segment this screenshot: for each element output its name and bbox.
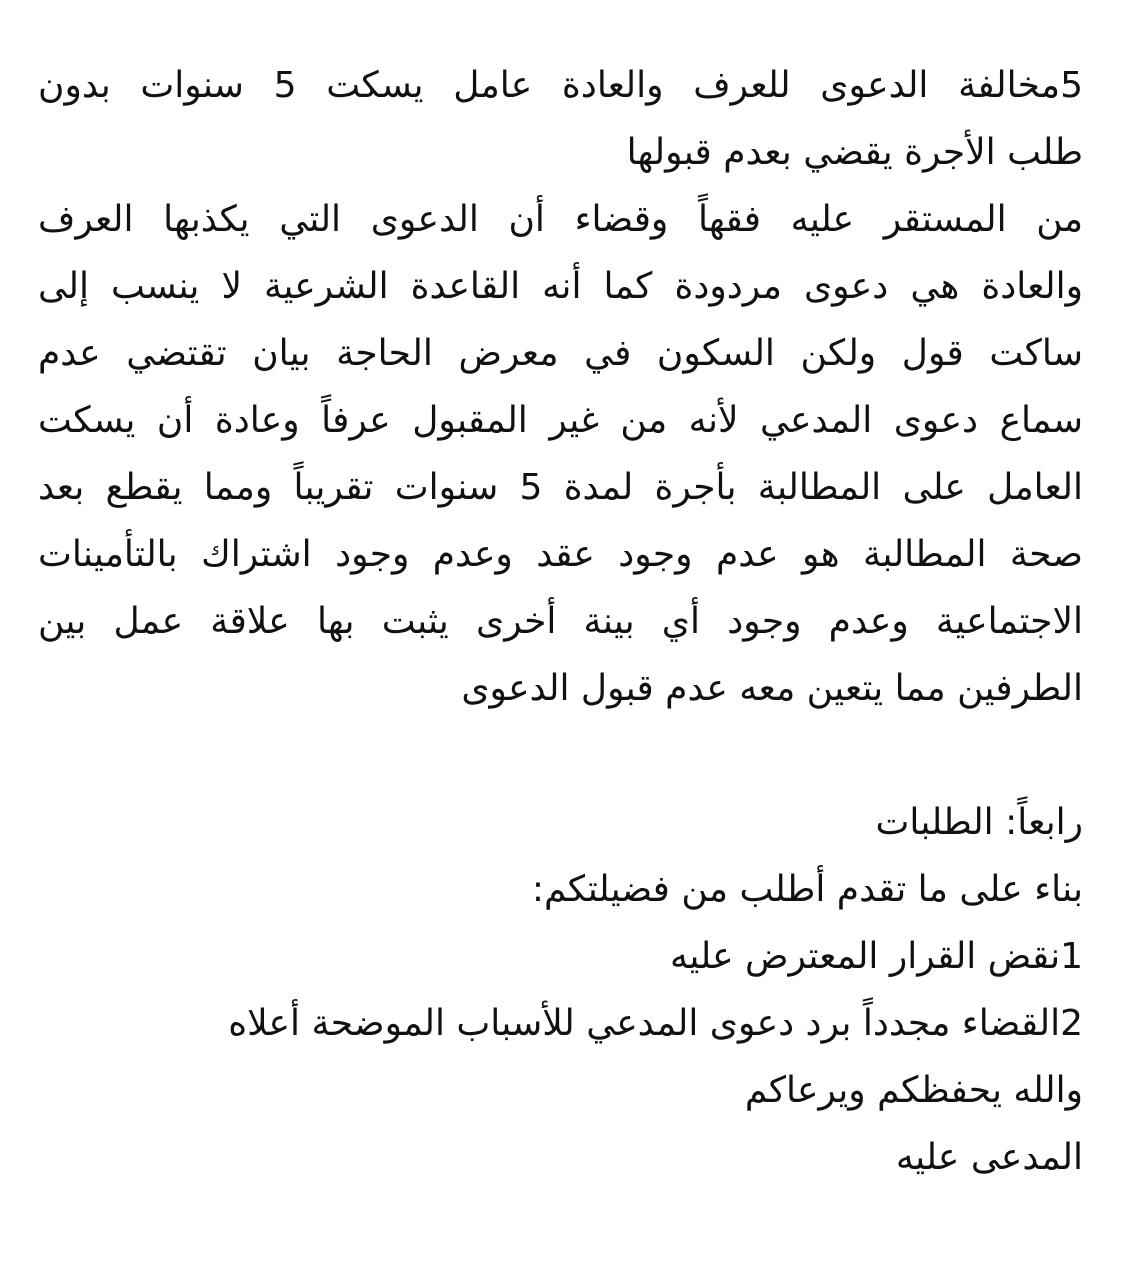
point-5-heading-line-1: 5مخالفة الدعوى للعرف والعادة عامل يسكت 5 سنوات بدون [38,65,1083,106]
document-page [38,52,1083,1191]
point-5-body-line-3: ساكت قول ولكن السكون في معرض الحاجة بيان تقتضي عدم [38,333,1083,374]
requests-heading: رابعاً: الطلبات [875,802,1083,843]
closing-line: والله يحفظكم ويرعاكم [744,1070,1083,1111]
section-spacer [38,722,1083,789]
point-5-body-line-2: والعادة هي دعوى مردودة كما أنه القاعدة الشرعية لا ينسب إلى [38,266,1083,307]
request-item-2: 2القضاء مجدداً برد دعوى المدعي للأسباب الموضحة أعلاه [228,1003,1083,1044]
request-item-1: 1نقض القرار المعترض عليه [670,936,1083,977]
point-5-heading-line-2: طلب الأجرة يقضي بعدم قبولها [626,132,1083,173]
requests-intro: بناء على ما تقدم أطلب من فضيلتكم: [531,869,1083,910]
point-5-body-line-1: من المستقر عليه فقهاً وقضاء أن الدعوى التي يكذبها العرف [38,199,1083,240]
point-5-body-line-4: سماع دعوى المدعي لأنه من غير المقبول عرفاً وعادة أن يسكت [38,400,1083,441]
point-5-body-line-5: العامل على المطالبة بأجرة لمدة 5 سنوات تقريباً ومما يقطع بعد [38,467,1083,508]
point-5-body-line-7: الاجتماعية وعدم وجود أي بينة أخرى يثبت بها علاقة عمل بين [38,601,1083,642]
point-5-body-line-6: صحة المطالبة هو عدم وجود عقد وعدم وجود اشتراك بالتأمينات [38,534,1083,575]
point-5-body-line-8: الطرفين مما يتعين معه عدم قبول الدعوى [461,668,1083,709]
signature-line: المدعى عليه [895,1137,1083,1178]
